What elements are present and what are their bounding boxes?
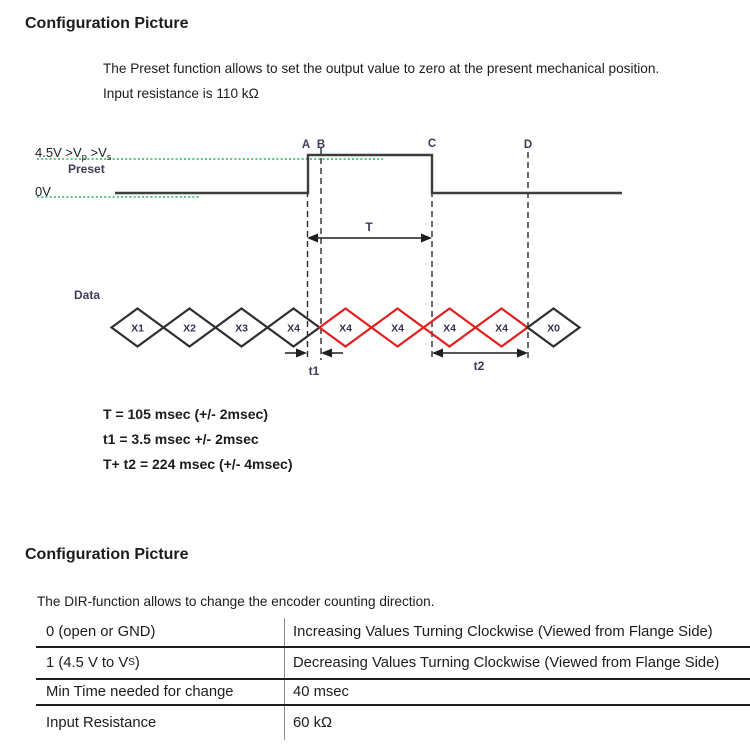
preset-function-description: The Preset function allows to set the output value to zero at the present mechanical position. xyxy=(103,61,660,76)
t-period-label: T xyxy=(365,220,373,234)
timing-value-t-t2: T+ t2 = 224 msec (+/- 4msec) xyxy=(103,456,293,472)
t1-label: t1 xyxy=(308,364,320,378)
input-resistance-note: Input resistance is 110 kΩ xyxy=(103,86,259,101)
table-cell-value: Decreasing Values Turning Clockwise (Viewed from Flange Side) xyxy=(293,655,720,671)
table-cell-value: 60 kΩ xyxy=(293,715,333,731)
zero-level-label: 0V xyxy=(35,184,51,199)
table-cell-setting: Min Time needed for change xyxy=(36,680,285,704)
t-arrow-right-head xyxy=(421,234,432,243)
bus-cell-label: X4 xyxy=(495,322,508,335)
table-row xyxy=(36,706,750,740)
timing-value-t1: t1 = 3.5 msec +/- 2msec xyxy=(103,431,259,447)
bus-cell-label: X4 xyxy=(339,322,352,335)
bus-cell-label: X1 xyxy=(131,322,144,335)
table-row xyxy=(36,680,750,706)
timing-value-t: T = 105 msec (+/- 2msec) xyxy=(103,406,268,422)
timing-values xyxy=(103,402,293,477)
t2-arrow-right-head xyxy=(517,349,528,358)
t1-left-arrow-head xyxy=(296,349,307,358)
table-row xyxy=(36,618,750,648)
table-row xyxy=(36,648,750,680)
bus-cell-label: X4 xyxy=(391,322,404,335)
table-cell-setting: 0 (open or GND) xyxy=(36,618,285,646)
dir-function-description: The DIR-function allows to change the encoder counting direction. xyxy=(37,594,435,609)
data-bus-cells xyxy=(112,309,580,347)
t2-label: t2 xyxy=(473,359,485,373)
section1-heading: Configuration Picture xyxy=(25,15,189,32)
marker-label-b: B xyxy=(316,139,326,151)
t1-right-arrow-head xyxy=(321,349,332,358)
table-cell-setting: 1 (4.5 V to V S ) xyxy=(36,648,285,678)
section2-heading: Configuration Picture xyxy=(25,546,189,563)
marker-label-c: C xyxy=(427,138,437,150)
table-cell-setting: Input Resistance xyxy=(36,706,285,740)
bus-cell-label: X4 xyxy=(287,322,300,335)
bus-cell-label: X3 xyxy=(235,322,248,335)
preset-timing-diagram xyxy=(0,128,750,378)
dir-settings-table xyxy=(36,618,750,740)
marker-label-a: A xyxy=(301,139,311,151)
t2-arrow-left-head xyxy=(432,349,443,358)
preset-signal-trace xyxy=(115,155,622,193)
table-cell-value: Increasing Values Turning Clockwise (Viewed from Flange Side) xyxy=(293,624,713,640)
t-arrow-left-head xyxy=(307,234,318,243)
bus-cell-label: X2 xyxy=(183,322,196,335)
bus-cell-label: X0 xyxy=(547,322,560,335)
table-cell-value: 40 msec xyxy=(293,684,349,700)
preset-label: Preset xyxy=(68,162,105,176)
marker-label-d: D xyxy=(523,139,533,151)
high-level-label: $4.5V >V_p >V_s$ xyxy=(35,145,112,163)
bus-cell-label: X4 xyxy=(443,322,456,335)
data-label: Data xyxy=(74,288,101,302)
